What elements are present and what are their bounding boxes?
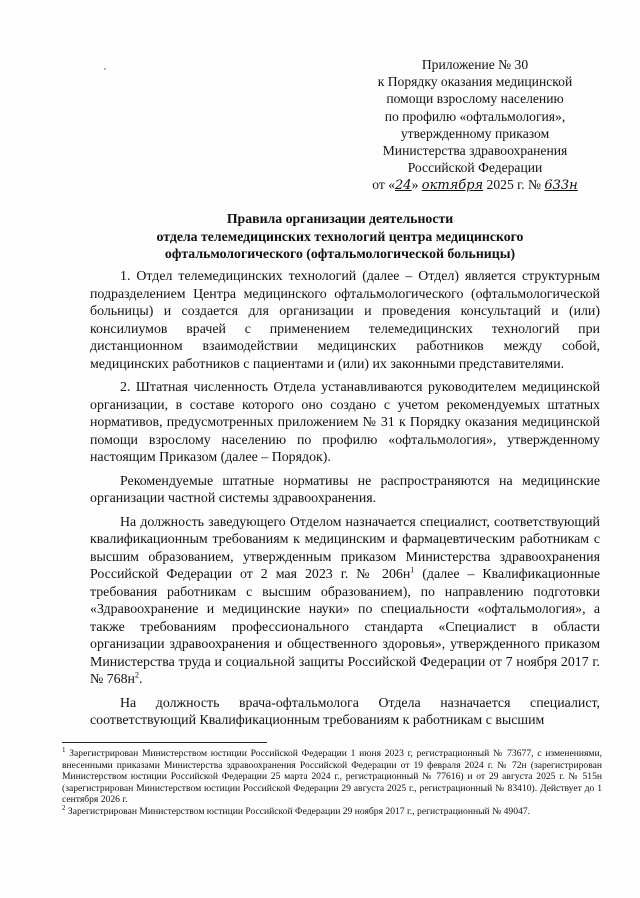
footnote-1-text: Зарегистрирован Министерством юстиции Российской Федерации 1 июня 2023 г, регистрационный № 73677, с изменениями, внесенными приказами Министерства здравоохранения Российской Федерации от 19 февраля 2024 г. № 72н (зарегистрирован Министерством юстиции Российской Федерации 25 марта 2024 г., регистрационный № 77616) и от 29 августа 2025 г. № 515н (зарегистрирован Министерством юстиции Российской Федерации 29 августа 2025 г., регистрационный № 83410). Действует до 1 сентября 2026 г. xyxy=(62,748,602,806)
footnote-ref-1: 1 xyxy=(410,565,415,575)
date-year: 2025 г. № xyxy=(483,177,545,193)
document-title xyxy=(90,210,590,263)
paragraph-4-part-c: . xyxy=(139,672,143,687)
date-day-handwritten: 24 xyxy=(395,178,412,194)
paragraph-4 xyxy=(90,514,600,689)
footnotes xyxy=(62,745,602,818)
title-line: Правила организации деятельности xyxy=(226,211,454,226)
paragraph-4-part-a: На должность заведующего Отделом назначается специалист, соответствующий квалификационным требованиям к медицинским и фармацевтическим работникам с высшим образованием, утвержденным приказом Министерства здравоохранения Российской Федерации от 2 мая 2023 г. № 206н xyxy=(90,514,600,582)
paragraph-3: Рекомендуемые штатные нормативы не распространяются на медицинские организации частной системы здравоохранения. xyxy=(90,473,600,506)
appendix-number: Приложение № 30 xyxy=(421,57,529,72)
appendix-header xyxy=(350,56,600,195)
paragraph-1: 1. Отдел телемедицинских технологий (далее – Отдел) является структурным подразделением Центра медицинского офтальмологического (офтальмологической больницы) и создается для организации и проведения консультаций и (или) консилиумов врачей с применением телемедицинских технологий при дистанционном взаимодействии медицинских работников между собой, медицинских работников с пациентами и (или) их законными представителями. xyxy=(90,269,600,372)
footnote-ref-2: 2 xyxy=(135,670,139,680)
appendix-line: по профилю «офтальмология», xyxy=(384,108,566,124)
title-line: офтальмологического (офтальмологической больницы) xyxy=(164,246,516,261)
appendix-line: Российской Федерации xyxy=(407,160,543,176)
date-mid: » xyxy=(411,177,422,193)
date-month-handwritten: октября xyxy=(421,178,484,194)
document-body xyxy=(90,268,600,730)
appendix-line: к Порядку оказания медицинской xyxy=(377,74,573,90)
paragraph-2: 2. Штатная численность Отдела устанавливаются руководителем медицинской организации, в составе которого оно создано с учетом рекомендуемых штатных нормативов, предусмотренных приложением № 31 к Порядку оказания медицинской помощи взрослому населению по профилю «офтальмология», утвержденному настоящим Приказом (далее – Порядок). xyxy=(90,380,600,465)
appendix-line: помощи взрослому населению xyxy=(386,91,564,107)
paragraph-5: На должность врача-офтальмолога Отдела назначается специалист, соответствующий Квалификационным требованиям к работникам с высшим xyxy=(90,695,600,728)
footnote-1-mark: 1 xyxy=(62,745,66,754)
footnote-2-mark: 2 xyxy=(62,803,66,812)
scan-speck xyxy=(104,68,106,70)
appendix-line: Министерства здравоохранения xyxy=(382,143,568,159)
paragraph-4-part-b: (далее – Квалификационные требования работникам с высшим образованием), по направлению подготовки «Здравоохранение и медицинские науки» по специальности «офтальмология», а также требованиям профессионального стандарта «Специалист в области организации здравоохранения и общественного здоровья», утвержденного приказом Министерства труда и социальной защиты Российской Федерации от 7 ноября 2017 г. № 768н xyxy=(90,567,600,687)
footnote-separator xyxy=(62,742,267,743)
footnote-2 xyxy=(62,803,602,818)
footnote-1 xyxy=(62,745,602,806)
footnote-2-text: Зарегистрирован Министерством юстиции Российской Федерации 29 ноября 2017 г., регистрационный № 49047. xyxy=(65,805,531,817)
order-date-line xyxy=(350,176,600,194)
title-line: отдела телемедицинских технологий центра медицинского xyxy=(156,228,524,244)
order-number-handwritten: 633н xyxy=(544,178,578,194)
appendix-line: утвержденному приказом xyxy=(400,125,550,141)
date-prefix: от « xyxy=(372,177,396,193)
